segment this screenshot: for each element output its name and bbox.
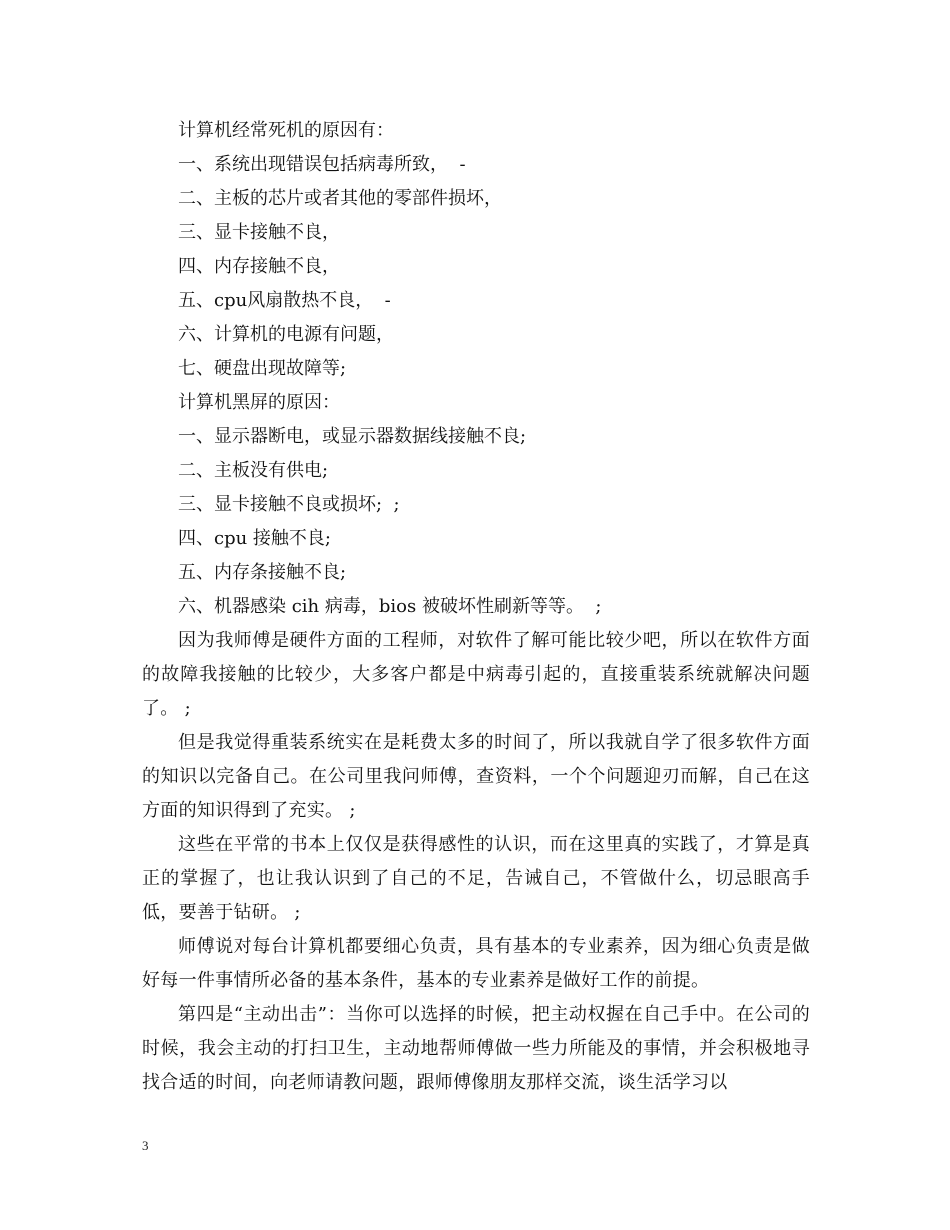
- list-line: 四、cpu 接触不良;: [178, 528, 331, 549]
- page-number: 3: [142, 1138, 149, 1153]
- list-line: 一、系统出现错误包括病毒所致， -: [178, 154, 466, 175]
- list-line: 七、硬盘出现故障等;: [178, 358, 347, 379]
- body-paragraph: 因为我师傅是硬件方面的工程师，对软件了解可能比较少吧，所以在软件方面的故障我接触的比较少，大多客户都是中病毒引起的，直接重装系统就解决问题了。 ;: [142, 630, 810, 719]
- list-line: 六、机器感染 cih 病毒，bios 被破坏性刷新等等。 ;: [178, 596, 602, 617]
- body-paragraph: 第四是“主动出击”：当你可以选择的时候，把主动权握在自己手中。在公司的时候，我会主动的打扫卫生，主动地帮师傅做一些力所能及的事情，并会积极地寻找合适的时间，向老师请教问题，跟师傅像朋友那样交流，谈生活学习以: [142, 1004, 810, 1093]
- list-line: 计算机黑屏的原因：: [178, 392, 340, 413]
- list-line: 三、显卡接触不良，: [178, 222, 340, 243]
- body-paragraph: 这些在平常的书本上仅仅是获得感性的认识，而在这里真的实践了，才算是真正的掌握了，也让我认识到了自己的不足，告诫自己，不管做什么，切忌眼高手低，要善于钻研。 ;: [142, 834, 810, 923]
- list-line: 二、主板没有供电;: [178, 460, 329, 481]
- list-line: 三、显卡接触不良或损坏; ;: [178, 494, 400, 515]
- list-line: 五、cpu风扇散热不良， -: [178, 290, 391, 311]
- list-line: 计算机经常死机的原因有：: [178, 120, 394, 141]
- list-line: 一、显示器断电，或显示器数据线接触不良;: [178, 426, 527, 447]
- list-line: 四、内存接触不良，: [178, 256, 340, 277]
- list-line: 二、主板的芯片或者其他的零部件损坏，: [178, 188, 502, 209]
- list-line: 六、计算机的电源有问题，: [178, 324, 394, 345]
- body-paragraph: 但是我觉得重装系统实在是耗费太多的时间了，所以我就自学了很多软件方面的知识以完备自己。在公司里我问师傅，查资料，一个个问题迎刃而解，自己在这方面的知识得到了充实。 ;: [142, 732, 810, 821]
- document-page: [142, 114, 810, 1100]
- body-paragraph: 师傅说对每台计算机都要细心负责，具有基本的专业素养，因为细心负责是做好每一件事情所必备的基本条件，基本的专业素养是做好工作的前提。: [142, 936, 810, 991]
- list-line: 五、内存条接触不良;: [178, 562, 347, 583]
